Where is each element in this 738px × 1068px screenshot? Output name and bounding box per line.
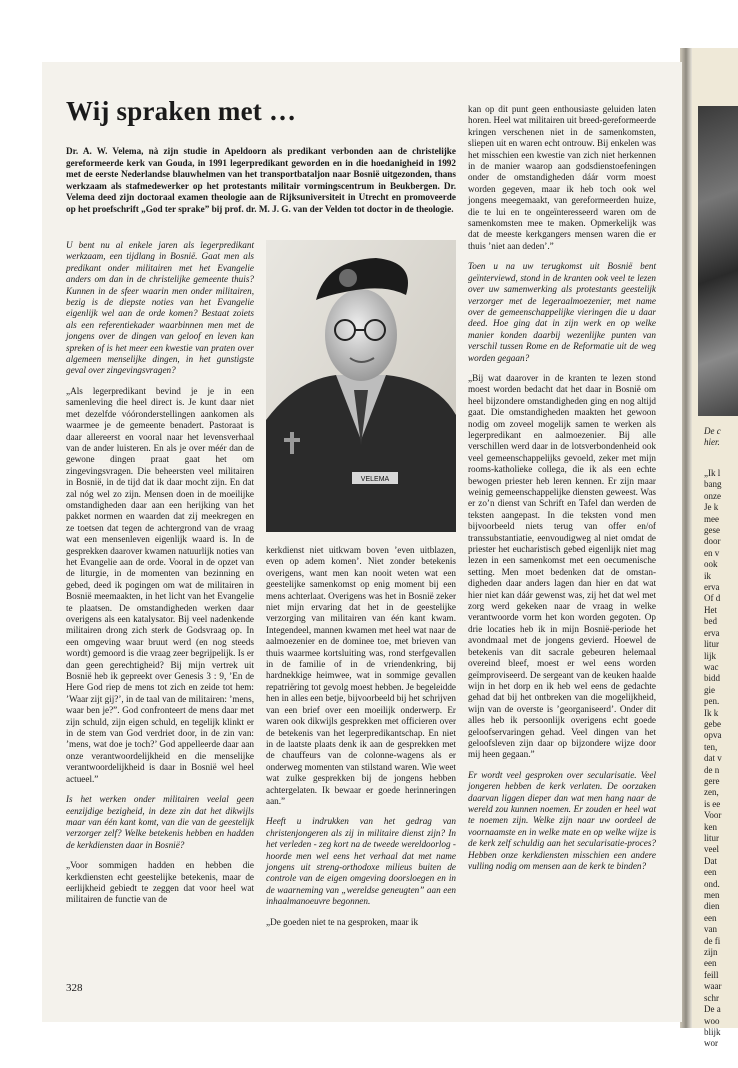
next-page-line: bang <box>704 479 722 490</box>
interview-question: Er wordt veel gesproken over secularisatie. Veel jongeren hebben de kerk verlaten. De oorzaken daarvan liggen dieper dan wat men hang naar de wereld zou kunnen noemen. Er zouden er heel wat te noemen zijn. Welke zijn naar uw oordeel de voornaamste en in welke mate en op welke wijze is de kerk zelf schuldig aan het secularisatie-proces? Hebben onze kerkdiensten misschien een andere vulling nodig om mensen aan de kerk te binden? <box>468 769 656 871</box>
next-page-line: gere <box>704 775 720 786</box>
next-page-line: gebe <box>704 718 721 729</box>
interview-question: U bent nu al enkele jaren als legerpredikant werkzaam, een tijdlang in Bosnië. Gaat men als predikant onder militairen met het Evangelie anders om dan in de christelijke gemeente thuis? Kunnen in de sfeer waarin men onder militairen, bezig is de diepste noties van het Evangelie eigenlijk wel aan de orde komen? Bestaat zoiets als een referentiekader waarbinnen men met de jongens over de dingen van geloof en leven kan spreken of is het meer een kwestie van praten over algemeen menselijke dingen, in het gunstigste geval over zingevingsvragen? <box>66 240 254 376</box>
portrait-image <box>266 240 456 532</box>
next-page-line: de n <box>704 764 720 775</box>
next-page-line: Voor <box>704 810 722 821</box>
next-page-line: Het <box>704 604 717 615</box>
next-page-line: zen, <box>704 787 719 798</box>
column-1 <box>66 240 254 915</box>
next-page-line: schr <box>704 992 719 1003</box>
interview-question: Is het werken onder militairen veelal geen eenzijdige bezigheid, in deze zin dat het dikwijls maar van één kant komt, van die van de geestelijk verzorger zelf? Welke betekenis hebben en hadden de kerkdiensten daar in Bosnië? <box>66 794 254 850</box>
next-page-line: opva <box>704 730 722 741</box>
next-page-line: bidd <box>704 673 721 684</box>
interview-answer: kerkdienst niet uitkwam boven ’even uitblazen, even op adem komen’. Niet zonder betekenis overigens, want men kan nooit weten wat een geestelijke samenkomst op enig moment bij een mens achterlaat. Overigens was het in Bosnië zeker niet mijn ervaring dat het in de geestelijke verzorging van militairen van één kant kwam. Integendeel, mannen kwamen met heel wat naar de aalmoezenier en de dominee toe, met brieven van thuis waarmee kortsluiting was, rond sterfgevallen in de familie of in de vriendenkring, bij hardnekkige heimwee, wat in sommige gevallen repatriëring tot gevolg moest hebben. Je begeleidde hen in alles een betje, bijvoorbeeld bij het schrijven van een brief over een moeilijk onderwerp. Er waren ook dikwijls gesprekken met officieren over de betekenis van het legerpredikantschap. En niet in de laatste plaats denk ik aan de gesprekken met de chauffeurs van de colonne-wagens als er onderweg momenten van stilstand waren. Wie weet wat zulke gesprekken bij de jongens hebben achtergelaten. Ik bewaar er goede herinneringen aan.” <box>266 545 456 806</box>
next-page-line: veel <box>704 844 719 855</box>
interview-question: Toen u na uw terugkomst uit Bosnië bent geïnterviewd, stond in de kranten ook veel te lezen over uw samenwerking als protestants geestelijk verzorger met de legeraalmoezenier, met name over de gemeenschappelijke vieringen die u daar deed. Hoe ging dat in zijn werk en op welke manier konden daarbij wezenlijke punten van verschil tussen Rome en de Reformatie uit de weg worden gegaan? <box>468 261 656 363</box>
next-page-line: Je k <box>704 502 719 513</box>
next-page-line: dien <box>704 901 720 912</box>
next-page-line: ook <box>704 559 718 570</box>
interview-answer: kan op dit punt geen enthousiaste geluiden laten horen. Heel wat militairen uit breed-gereformeerde kringen verschenen niet in de samenkomsten, sliepen uit en waren echt ontrouw. Bij enkelen was het misschien een kwestie van zich niet herkennen in de manier waarop aan godsdienstoefeningen onder de omstandigheden dáár vorm moest worden gegeven, maar ik heb toch ook wel jongens meegemaakt, van gereformeerden huize, die te lui en te ongeïnteresseerd waren om de samenkomsten mee te maken. Opmerkelijk was dat de meeste kerkgangers mensen waren die er thuis ’niet aan deden’.” <box>468 104 656 251</box>
caption-line: hier. <box>704 437 720 447</box>
article-intro: Dr. A. W. Velema, nà zijn studie in Apeldoorn als predikant verbonden aan de christelijke gereformeerde kerk van Gouda, in 1991 legerpredikant geworden en in die hoedanigheid in 1992 met de eerste Nederlandse blauwhelmen van het transportbataljon naar Bosnië uitgezonden, thans werkzaam als stafmedewerker op het protestants militair vormingscentrum in Beukbergen. Dr. Velema deed zijn doctoraal examen theologie aan de Rijksuniversiteit in Utrecht en promoveerde op het proefschrift „God ter sprake” bij prof. dr. M. J. G. van der Velden tot doctor in de theologie. <box>66 146 456 214</box>
next-page-line: een <box>704 958 717 969</box>
interview-answer: „Voor sommigen hadden en hebben die kerkdiensten echt geestelijke betekenis, maar de eerlijkheid gebiedt te zeggen dat voor heel wat militairen de functie van de <box>66 860 254 905</box>
next-page-line: Ik k <box>704 707 719 718</box>
next-page-line: „Ik l <box>704 468 721 478</box>
next-page-photo <box>698 106 738 416</box>
next-page-line: woo <box>704 1015 720 1026</box>
interview-answer: „De goeden niet te na gesproken, maar ik <box>266 916 419 927</box>
name-tag-text: VELEMA <box>360 476 390 483</box>
next-page-line: gie <box>704 684 715 695</box>
next-page-line: onze <box>704 490 721 501</box>
next-page-caption <box>704 426 721 448</box>
next-page-line: ken <box>704 821 717 832</box>
next-page-line: van <box>704 924 717 935</box>
interview-answer: „Als legerpredikant bevind je je in een samenleving die heel direct is. Je kunt daar niet met dezelfde vóóronderstellingen aankomen als waarmee je de gemeente benadert. Pastoraat is daar allereerst en vooral naar het levensverhaal van de ander luisteren. En als je over méér dan de gewone dingen praat gaat het om zingevingsvragen. Die beheersten veel militairen in Bosnië, in de tijd dat ik daar mocht zijn. En dat zal nóg wel zo zijn. Mensen doen in de moeilijke omstandigheden daar aan een herijking van het pakket normen en waarden dat zij meekregen en ze toetsen dat tegen de achtergrond van de vraag wat een mensenleven eigenlijk waard is. In de gesprekken daarover kwamen natuurlijk noties van het Evangelie aan de orde. Vooral in de opzet van de liturgie, in de momenten van bezinning en gebed, deed ik pogingen om wat de militairen in Bosnië meemaakten, in het licht van het Evangelie te plaatsen. De omstandigheden werken daar overigens als een katalysator. Bij veel nadenkende militairen drong zich sterk de Godsvraag op. In een omgeving waar bruut werd (en nog steeds wordt) gemoord is die vraag zeer begrijpelijk. Is er dan geen gerechtigheid? Bij mijn vertrek uit Bosnië heb ik gepreekt over Genesis 3 : 9, ’En de Here God riep de mens tot zich en zeide tot hem: ’Waar zijt gij?’, in de taal van de militairen: ’mens, waar ben je?”. God confronteert de mens daar met zijn schuld, zijn eigen schuld, en tegelijk klinkt er in de stem van God verdriet door, in de zin van: ’mens, wat doe je toch?’ God appelleerde daar aan onze verantwoordelijkheid en die menselijke verantwoordelijkheid is daar in Bosnië wel heel actueel.” <box>66 385 254 784</box>
next-page-line: erva <box>704 582 720 593</box>
article-title: Wij spraken met … <box>66 96 297 126</box>
next-page-line: en v <box>704 547 720 558</box>
next-page-line: wac <box>704 661 719 672</box>
next-page-line: litur <box>704 639 719 650</box>
interview-question: Heeft u indrukken van het gedrag van christenjongeren als zij in militaire dienst zijn? In het verleden - zeg kort na de tweede wereldoorlog - hoorde men wel eens het verhaal dat met name jongens uit streng-orthodoxe milieus buiten de controle van de eigen omgeving doorsloegen en in de waarneming van „wereldse geneugten” aan een inhaalmanoeuvre begonnen. <box>266 816 456 907</box>
next-page-line: pen. <box>704 696 720 707</box>
next-page-line: waar <box>704 981 722 992</box>
next-page-line: Of d <box>704 593 721 604</box>
column-3 <box>468 104 656 881</box>
next-page-line: blijk <box>704 1026 721 1037</box>
next-page-line: men <box>704 890 720 901</box>
next-page-line: bed <box>704 616 717 627</box>
next-page-line: gese <box>704 525 720 536</box>
next-page-text <box>704 468 722 1050</box>
next-page-line: een <box>704 867 717 878</box>
interview-answer: „Bij wat daarover in de kranten te lezen stond moest worden bedacht dat het daar in Bosnië om heel bijzondere omstandigheden ging en nog altijd gaat. Die omstandigheden maakten het gewoon nodig om zoveel mogelijk samen te werken als legerpredikant en aalmoezenier. Bij alle verschillen werd daar in de lotsverbondenheid ook veel gemeenschappelijks gevoeld, zeker met mijn rooms-katholieke collega, die ik als een echte bewogen priester heb leren kennen. Er zijn maar weinig gemeenschappelijke diensten geweest. Was er zo’n dienst van Schrift en Tafel dan werden de teksten aangepast. In die teksten vond men bijvoorbeeld niets terug van offer en/of transsubstantiatie, eenvoudigweg al niet omdat de priester het eucharistisch gebed eigenlijk niet mag lezen in een samenkomst met een oecumenische setting. Men moet bedenken dat de omstandigheden daar anders lagen dan hier en dat wat hier niet kan dáár gewenst was, zij het dat wel met zorg werd gekeken naar de vraag in welke verantwoorde vorm het kon worden gegoten. Op drie locaties heb ik in mijn Bosnië-periode het avondmaal met de jongens gevierd. Hoewel de betekenis van dit sacrale gebeuren helemaal overeind bleef, moest er wel eens worden geïmproviseerd. De sergeant van de keuken haalde wijn in het dorp en ik heb wel eens de gedachte gehad dat bij het ontbreken van die mogelijkheid, wijn van de overste is ’georganiseerd’. Onder dit alles heb ik persoonlijk overigens echt goede geloofservaringen gehad. Veel dingen van het geloofsleven zijn daar op bijzondere wijze door mij heen gegaan.” <box>468 372 656 760</box>
next-page-line: is ee <box>704 798 721 809</box>
caption-line: De c <box>704 426 721 436</box>
next-page-line: dat v <box>704 753 722 764</box>
next-page-line: wor <box>704 1038 718 1049</box>
next-page-line: zijn <box>704 947 718 958</box>
next-page-line: mee <box>704 513 719 524</box>
next-page-line: De a <box>704 1004 721 1015</box>
next-page-line: litur <box>704 833 719 843</box>
next-page-line: feill <box>704 969 719 980</box>
column-2 <box>266 545 456 937</box>
next-page-line: erva <box>704 627 720 638</box>
next-page-line: de fi <box>704 935 721 946</box>
next-page-line: lijk <box>704 650 717 661</box>
next-page-edge <box>692 48 738 1049</box>
next-page-line: een <box>704 912 717 923</box>
next-page-line: Dat <box>704 855 717 866</box>
page-number: 328 <box>66 982 83 994</box>
next-page-line: ik <box>704 570 712 581</box>
portrait-photo <box>266 240 456 532</box>
next-page-line: ten, <box>704 741 718 752</box>
next-page-line: ond. <box>704 878 720 889</box>
next-page-line: door <box>704 536 721 547</box>
